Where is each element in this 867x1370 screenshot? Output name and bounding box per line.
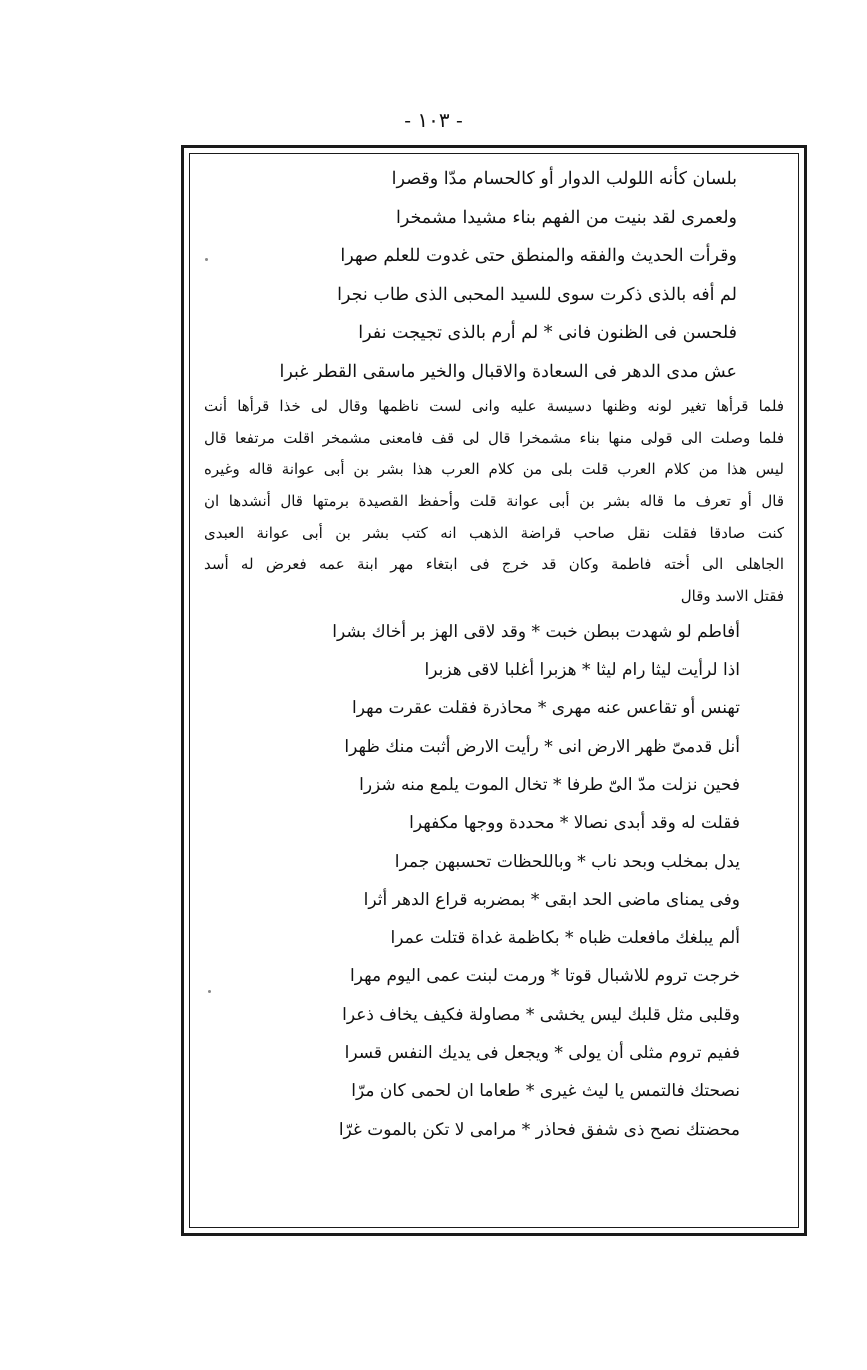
prose-line: فلما قرأها تغير لونه وظنها دسيسة عليه وانى لست ناظمها وقال لى خذا قرأها أنت (204, 397, 784, 415)
verse-line: فحين نزلت مدّ الىّ طرفا * تخال الموت يلمع منه شزرا (359, 775, 740, 795)
prose-line: فلما وصلت الى قولى منها بناء مشمخرا قال لى قف فامعنى مشمخر اقلت مرتفعا قال (204, 428, 784, 447)
verse-line: وقلبى مثل قلبك ليس يخشى * مصاولة فكيف يخاف ذعرا (342, 1004, 740, 1025)
verse-line: أفاطم لو شهدت ببطن خبت * وقد لاقى الهز بر أخاك بشرا (332, 621, 740, 642)
verse-line: عش مدى الدهر فى السعادة والاقبال والخير ماسقى القطر غبرا (279, 361, 737, 382)
verse-line: وفى يمناى ماضى الحد ابقى * بمضربه قراع الدهر أثرا (363, 889, 740, 910)
verse-line: وقرأت الحديث والفقه والمنطق حتى غدوت للعلم صهرا (340, 246, 737, 266)
verse-line: ففيم تروم مثلى أن يولى * ويجعل فى يديك النفس قسرا (344, 1043, 740, 1064)
verse-line: اذا لرأيت ليثا رام ليثا * هزبرا أغلبا لاقى هزبرا (424, 660, 740, 681)
page-number: - ١٠٣ - (404, 108, 463, 132)
verse-line: يدل بمخلب وبحد ناب * وباللحظات تحسبهن جمرا (394, 851, 740, 872)
prose-paragraph (196, 391, 792, 613)
verse-line: فقلت له وقد أبدى نصالا * محددة ووجها مكفهرا (409, 813, 740, 834)
prose-line: ليس هذا من كلام العرب قلت بلى من كلام العرب هذا بشر بن أبى عوانة قاله وغيره (204, 460, 784, 479)
verse-line: خرجت تروم للاشبال قوتا * ورمت لبنت عمى اليوم مهرا (350, 966, 740, 987)
verse-line: أنل قدمىّ ظهر الارض انى * رأيت الارض أثبت منك ظهرا (344, 736, 740, 757)
verse-line: ألم يبلغك مافعلت ظباه * بكاظمة غداة قتلت عمرا (390, 928, 740, 949)
verses-bottom (196, 613, 792, 1149)
verses-top (196, 160, 792, 391)
verse-line: لم أفه بالذى ذكرت سوى للسيد المحبى الذى طاب نجرا (337, 284, 737, 305)
verse-line: نصحتك فالتمس يا ليث غيرى * طعاما ان لحمى كان مرّا (351, 1081, 740, 1102)
prose-line: الجاهلى الى أخته فاطمة وكان قد خرج فى ابتغاء مهر ابنة عمه فعرض له أسد (204, 555, 784, 574)
page-body (196, 160, 792, 1149)
verse-line: محضتك نصح ذى شفق فحاذر * مرامى لا تكن بالموت غرّا (338, 1119, 740, 1140)
prose-line: قال أو تعرف ما قاله بشر بن أبى عوانة قلت وأحفظ القصيدة برمتها قال أنشدها ان (204, 492, 784, 511)
verse-line: تهنس أو تقاعس عنه مهرى * محاذرة فقلت عقرت مهرا (352, 698, 740, 719)
verse-line: ولعمرى لقد بنيت من الفهم بناء مشيدا مشمخرا (395, 207, 737, 228)
prose-line: كنت صادقا فقلت نقل صاحب قراضة الذهب انه كتب بشر بن أبى عوانة العبدى (204, 523, 784, 542)
prose-line: فقتل الاسد وقال (680, 587, 784, 606)
verse-line: فلحسن فى الظنون فانى * لم أرم بالذى تجيجت نفرا (358, 323, 737, 343)
verse-line: بلسان كأنه اللولب الدوار أو كالحسام مدّا وقصرا (391, 169, 737, 189)
